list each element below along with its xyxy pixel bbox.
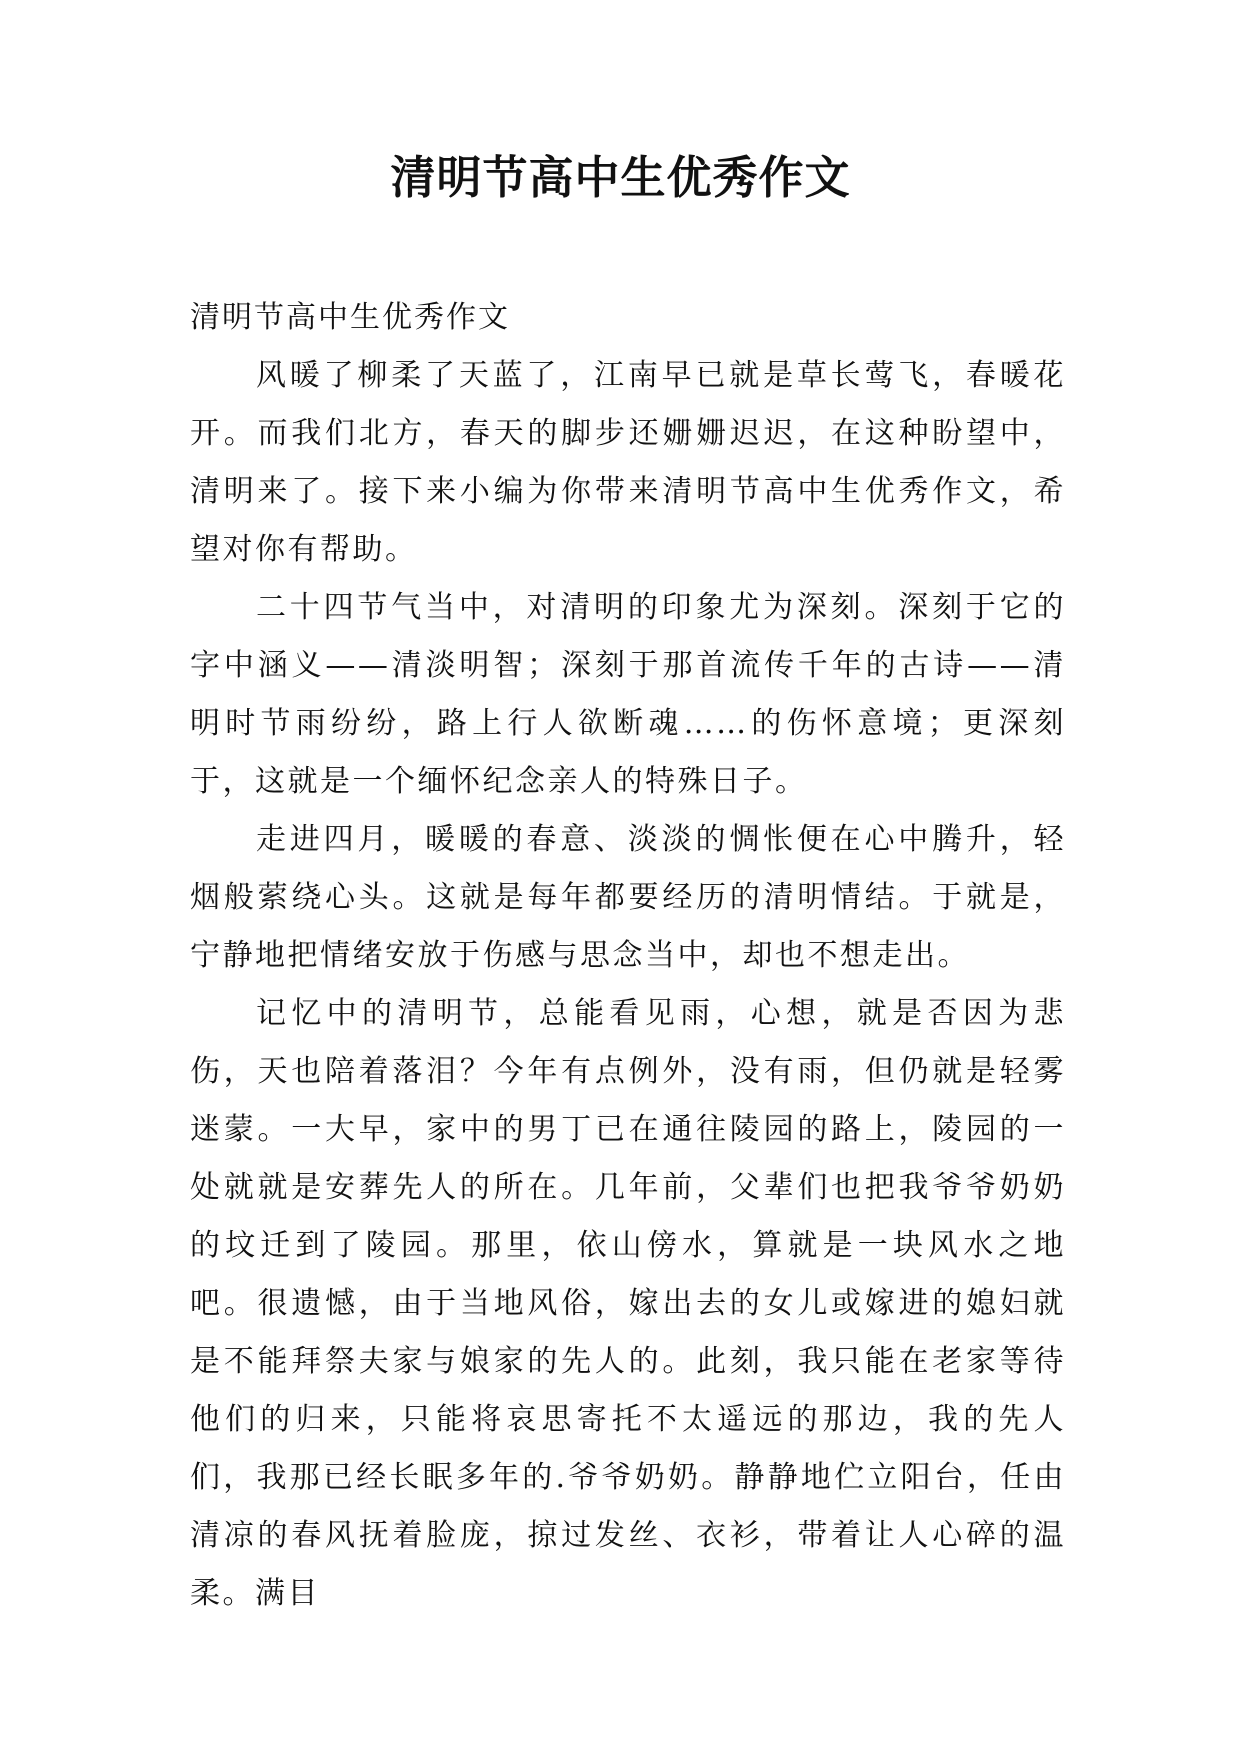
- document-subtitle: 清明节高中生优秀作文: [190, 300, 510, 335]
- paragraph-3: 走进四月，暖暖的春意、淡淡的惆怅便在心中腾升，轻烟般萦绕心头。这就是每年都要经历的清明情结。于就是，宁静地把情绪安放于伤感与思念当中，却也不想走出。: [190, 822, 1066, 973]
- document-title: 清明节高中生优秀作文: [390, 151, 851, 204]
- paragraph-4: 记忆中的清明节，总能看见雨，心想，就是否因为悲伤，天也陪着落泪？今年有点例外，没有雨，但仍就是轻雾迷蒙。一大早，家中的男丁已在通往陵园的路上，陵园的一处就就是安葬先人的所在。几年前，父辈们也把我爷爷奶奶的坟迁到了陵园。那里，依山傍水，算就是一块风水之地吧。很遗憾，由于当地风俗，嫁出去的女儿或嫁进的媳妇就是不能拜祭夫家与娘家的先人的。此刻，我只能在老家等待他们的归来，只能将哀思寄托不太遥远的那边，我的先人们，我那已经长眠多年的.爷爷奶奶。静静地伫立阳台，任由清凉的春风抚着脸庞，掠过发丝、衣衫，带着让人心碎的温柔。满目: [190, 996, 1066, 1611]
- paragraph-2: 二十四节气当中，对清明的印象尤为深刻。深刻于它的字中涵义——清淡明智；深刻于那首流传千年的古诗——清明时节雨纷纷，路上行人欲断魂……的伤怀意境；更深刻于，这就是一个缅怀纪念亲人的特殊日子。: [190, 590, 1066, 799]
- paragraph-1: 风暖了柳柔了天蓝了，江南早已就是草长莺飞，春暖花开。而我们北方，春天的脚步还姗姗迟迟，在这种盼望中，清明来了。接下来小编为你带来清明节高中生优秀作文，希望对你有帮助。: [190, 358, 1066, 567]
- document-body: [190, 289, 1066, 1623]
